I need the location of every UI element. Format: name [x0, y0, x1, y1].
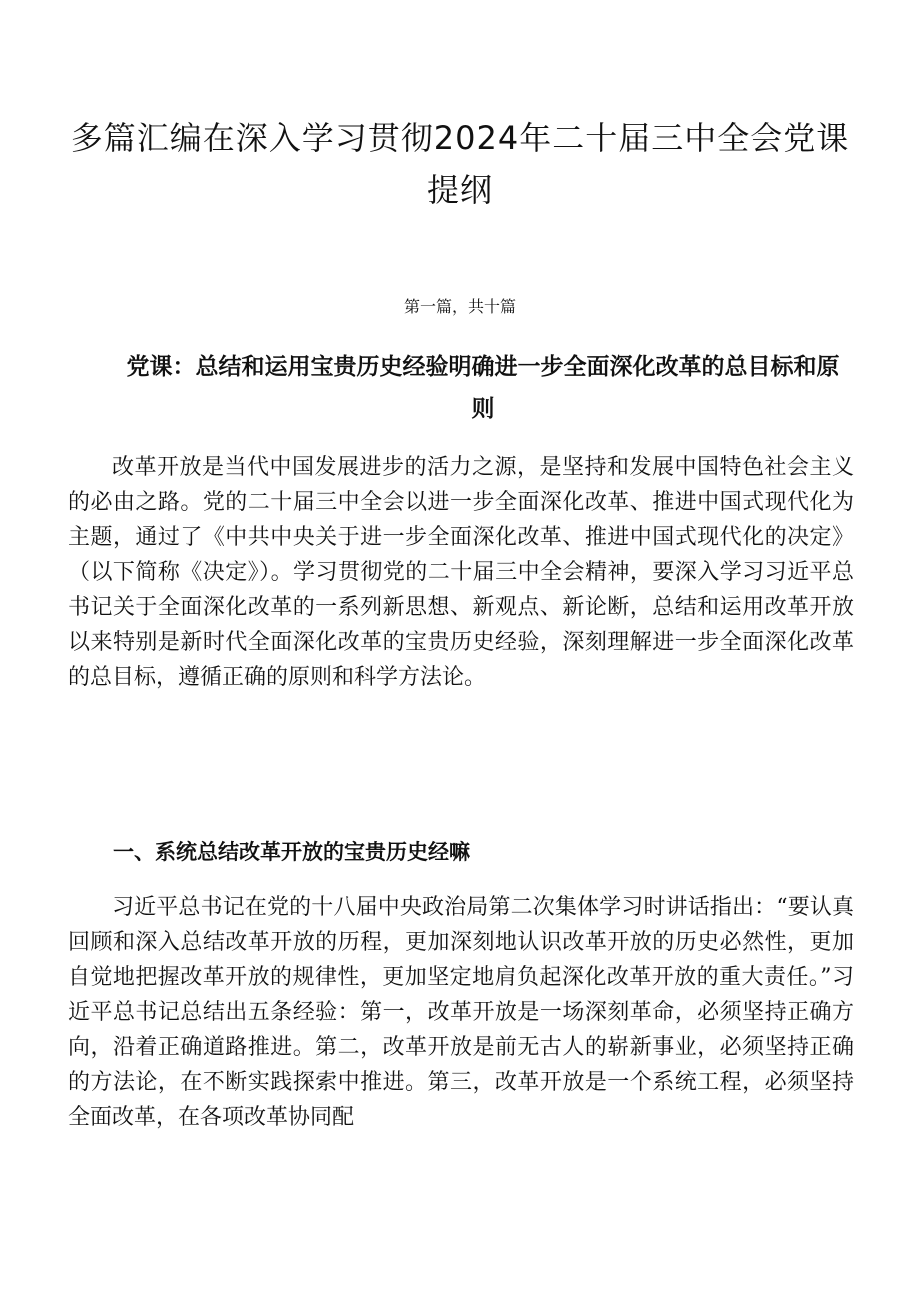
- part-label: 第一篇，共十篇: [403, 297, 516, 316]
- body-paragraph-1: 改革开放是当代中国发展进步的活力之源，是坚持和发展中国特色社会主义的必由之路。党的二十届三中全会以进一步全面深化改革、推进中国式现代化为主题，通过了《中共中央关于进一步全面深化改革、推进中国式现代化的决定》（以下简称《决定》）。学习贯彻党的二十届三中全会精神，要深入学习习近平总书记关于全面深化改革的一系列新思想、新观点、新论断，总结和运用改革开放以来特别是新时代全面深化改革的宝贵历史经验，深刻理解进一步全面深化改革的总目标，遵循正确的原则和科学方法论。: [68, 455, 854, 690]
- body-paragraph-2: 习近平总书记在党的十八届中央政治局第二次集体学习时讲话指出：“要认真回顾和深入总结改革开放的历程，更加深刻地认识改革开放的历史必然性，更加自觉地把握改革开放的规律性，更加坚定地肩负起深化改革开放的重大责任。”习近平总书记总结出五条经验：第一，改革开放是一场深刻革命，必须坚持正确方向，沿着正确道路推进。第二，改革开放是前无古人的崭新事业，必须坚持正确的方法论，在不断实践探索中推进。第三，改革开放是一个系统工程，必须坚持全面改革，在各项改革协同配: [68, 895, 854, 1130]
- section-title: 党课：总结和运用宝贵历史经验明确进一步全面深化改革的总目标和原则: [126, 354, 840, 422]
- subheading-1: 一、系统总结改革开放的宝贵历史经嘛: [113, 840, 470, 864]
- document-title: 多篇汇编在深入学习贯彻2024年二十届三中全会党课提纲: [70, 119, 850, 209]
